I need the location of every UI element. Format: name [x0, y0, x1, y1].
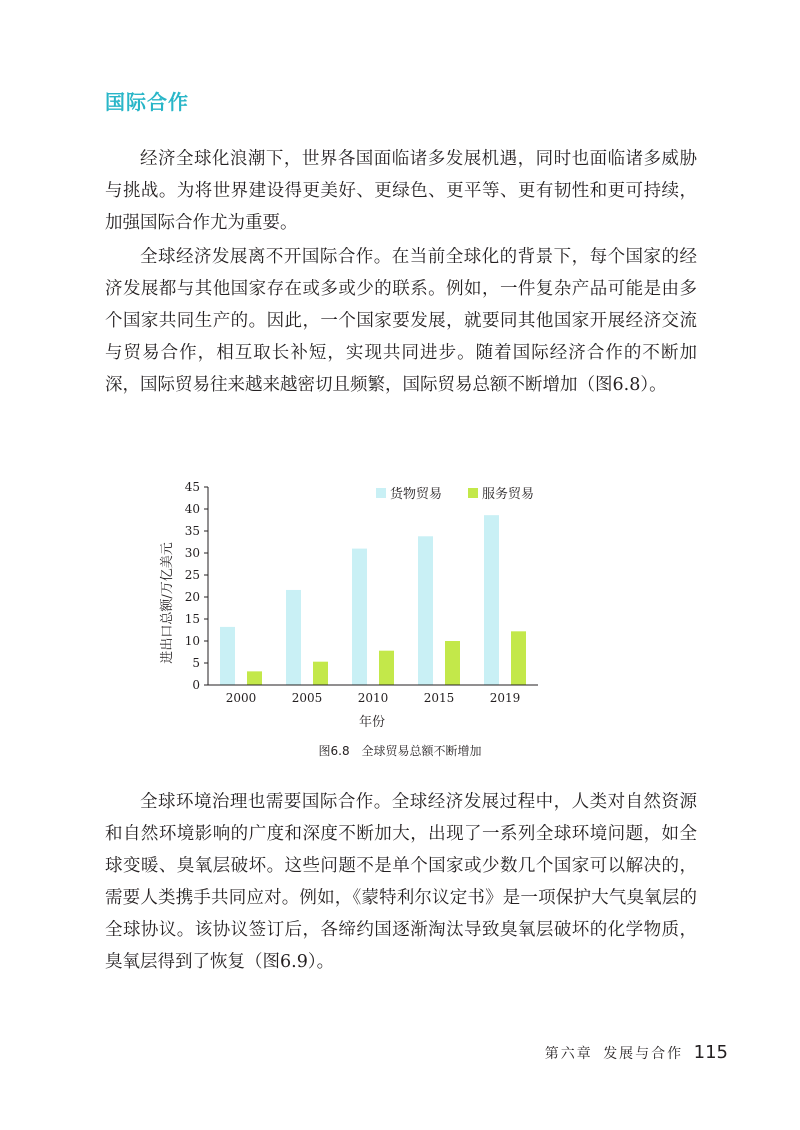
y-tick-label: 20 — [184, 590, 200, 604]
paragraph-2: 全球经济发展离不开国际合作。在当前全球化的背景下，每个国家的经济发展都与其他国家存在或多或少的联系。例如，一件复杂产品可能是由多个国家共同生产的。因此，一个国家要发展，就要同其他国家开展经济交流与贸易合作，相互取长补短，实现共同进步。随着国际经济合作的不断加深，国际贸易往来越来越密切且频繁，国际贸易总额不断增加（图6.8）。 — [105, 247, 697, 395]
bar-goods-2005 — [286, 590, 301, 685]
page-footer — [545, 1042, 728, 1063]
figure-number: 图6.8 — [318, 744, 350, 758]
bar-goods-2010 — [352, 549, 367, 685]
section-heading: 国际合作 — [105, 90, 189, 114]
y-tick-label: 45 — [184, 480, 200, 494]
paragraph-3: 全球环境治理也需要国际合作。全球经济发展过程中，人类对自然资源和自然环境影响的广度和深度不断加大，出现了一系列全球环境问题，如全球变暖、臭氧层破坏。这些问题不是单个国家或少数几个国家可以解决的，需要人类携手共同应对。例如，《蒙特利尔议定书》是一项保护大气臭氧层的全球协议。该协议签订后，各缔约国逐渐淘汰导致臭氧层破坏的化学物质，臭氧层得到了恢复（图6.9）。 — [105, 792, 697, 972]
legend-swatch — [376, 488, 386, 498]
figure-title: 全球贸易总额不断增加 — [361, 744, 482, 758]
legend-label: 服务贸易 — [482, 487, 535, 502]
page-number: 115 — [693, 1042, 728, 1063]
y-tick-label: 0 — [192, 678, 200, 692]
legend-swatch — [468, 488, 478, 498]
y-tick-label: 25 — [184, 568, 200, 582]
trade-bar-chart-svg — [150, 478, 570, 738]
figure-caption — [0, 742, 800, 759]
bar-goods-2015 — [418, 536, 433, 685]
bar-goods-2000 — [220, 627, 235, 685]
y-tick-label: 40 — [184, 502, 200, 516]
bar-services-2005 — [313, 662, 328, 685]
x-tick-label: 2019 — [489, 691, 521, 705]
bar-services-2010 — [379, 651, 394, 685]
bar-goods-2019 — [484, 515, 499, 685]
y-tick-label: 15 — [184, 612, 200, 626]
bar-services-2019 — [511, 631, 526, 685]
x-tick-label: 2005 — [291, 691, 323, 705]
bar-services-2015 — [445, 641, 460, 685]
legend-label: 货物贸易 — [390, 487, 443, 502]
y-tick-label: 30 — [184, 546, 200, 560]
y-tick-label: 35 — [184, 524, 200, 538]
footer-chapter-title: 发展与合作 — [603, 1046, 684, 1062]
y-axis-label: 进出口总额/万亿美元 — [160, 542, 175, 664]
x-tick-label: 2010 — [357, 691, 389, 705]
paragraph-1: 经济全球化浪潮下，世界各国面临诸多发展机遇，同时也面临诸多威胁与挑战。为将世界建设得更美好、更绿色、更平等、更有韧性和更可持续，加强国际合作尤为重要。 — [105, 149, 697, 233]
x-tick-label: 2015 — [423, 691, 455, 705]
x-tick-label: 2000 — [225, 691, 257, 705]
y-tick-label: 10 — [184, 634, 200, 648]
trade-chart — [150, 478, 570, 738]
x-axis-label: 年份 — [358, 715, 386, 730]
y-tick-label: 5 — [192, 656, 200, 670]
footer-chapter: 第六章 — [544, 1046, 593, 1062]
bar-services-2000 — [247, 671, 262, 685]
